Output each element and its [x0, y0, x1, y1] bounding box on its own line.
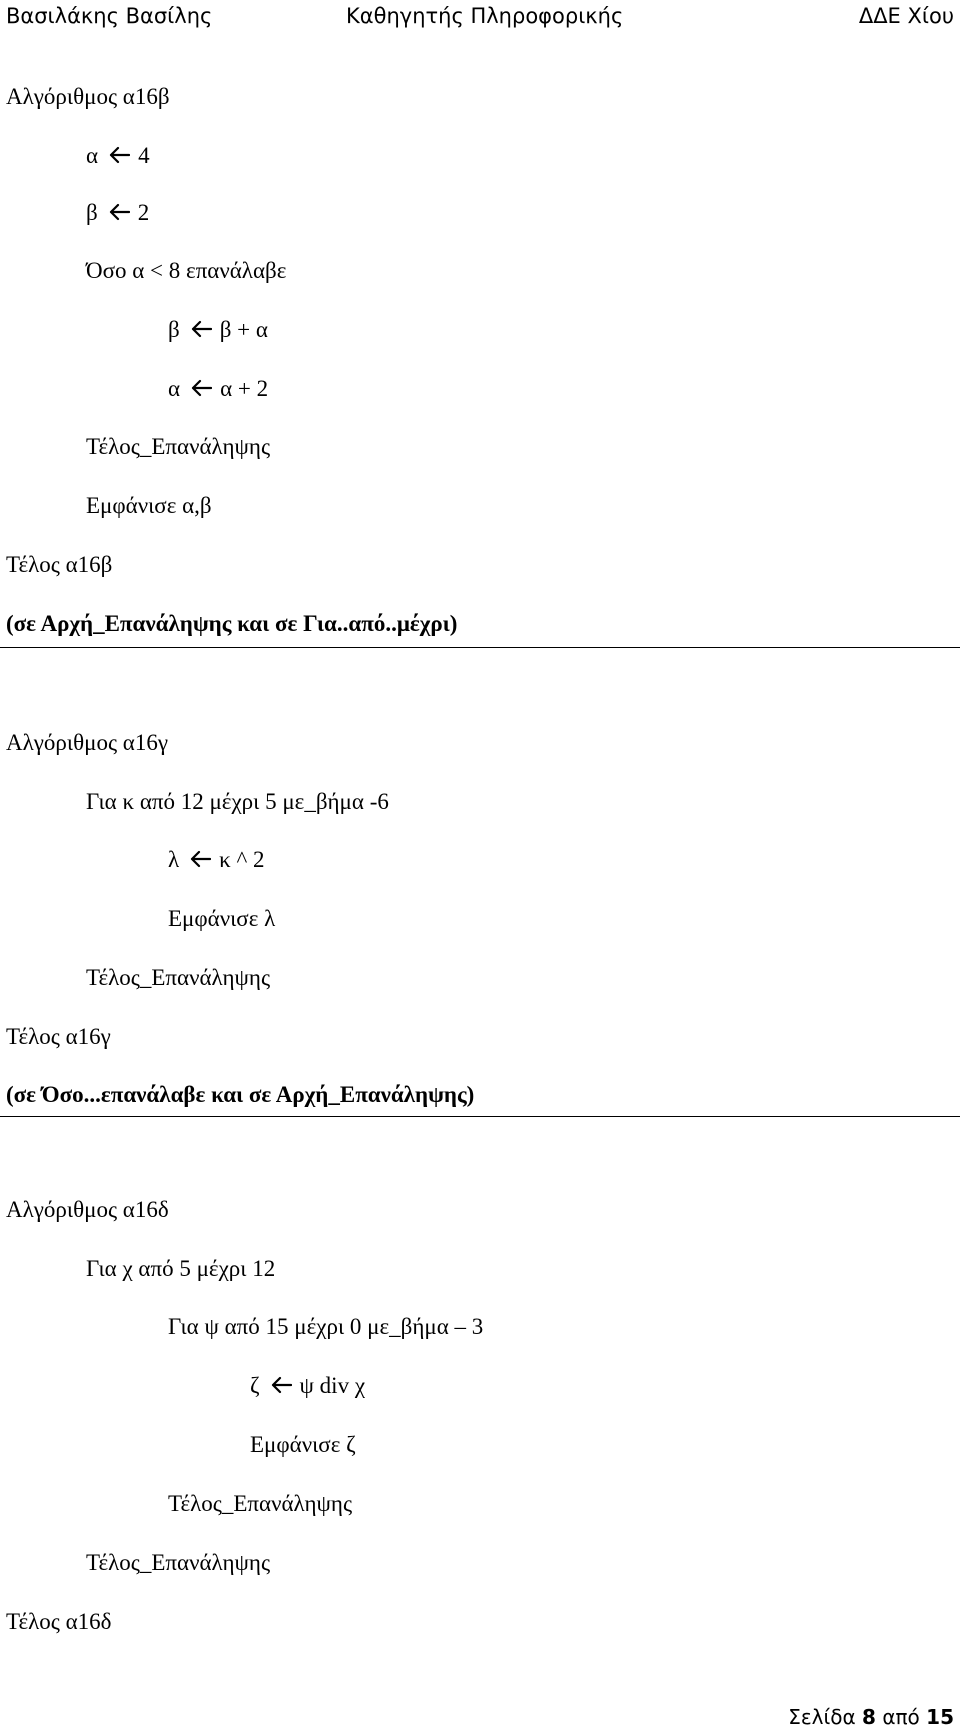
assignment-value: β + α	[219, 317, 268, 342]
rewrite-note: (σε Αρχή_Επανάληψης και σε Για..από..μέχρι)	[6, 611, 458, 636]
left-arrow-icon	[190, 379, 212, 397]
assignment-value: 2	[137, 200, 150, 225]
section-divider	[0, 1116, 960, 1117]
assignment-line	[168, 374, 268, 404]
algorithm-end: Τέλος α16γ	[6, 1024, 111, 1049]
algorithm-title: Αλγόριθμος α16δ	[6, 1197, 169, 1222]
of-word: από	[882, 1705, 920, 1729]
output-statement: Εμφάνισε ζ	[250, 1432, 356, 1457]
left-arrow-icon	[190, 320, 212, 338]
header-school: ΔΔΕ Χίου	[858, 4, 954, 28]
assignment-value: ψ div χ	[299, 1373, 366, 1398]
algorithm-end: Τέλος α16δ	[6, 1609, 112, 1634]
assignment-target: ζ	[250, 1373, 260, 1398]
assignment-line	[86, 141, 150, 171]
assignment-line	[250, 1371, 365, 1401]
assignment-line	[86, 198, 149, 228]
loop-end: Τέλος_Επανάληψης	[86, 965, 271, 990]
assignment-value: α + 2	[220, 376, 269, 401]
assignment-target: α	[86, 143, 99, 168]
left-arrow-icon	[108, 203, 130, 221]
page-footer	[788, 1703, 954, 1731]
rewrite-note: (σε Όσο...επανάλαβε και σε Αρχή_Επανάληψης)	[6, 1082, 475, 1107]
left-arrow-icon	[270, 1376, 292, 1394]
loop-end: Τέλος_Επανάληψης	[86, 1550, 271, 1575]
header-author: Βασιλάκης Βασίλης	[6, 4, 213, 28]
loop-head: Για κ από 12 μέχρι 5 με_βήμα -6	[86, 789, 389, 814]
assignment-line	[168, 315, 268, 345]
page-total: 15	[926, 1705, 954, 1729]
section-divider	[0, 647, 960, 648]
page-word: Σελίδα	[788, 1705, 856, 1729]
header-role: Καθηγητής Πληροφορικής	[346, 4, 624, 28]
left-arrow-icon	[189, 850, 211, 868]
assignment-target: λ	[168, 847, 180, 872]
assignment-target: α	[168, 376, 181, 401]
assignment-value: κ ^ 2	[219, 847, 265, 872]
algorithm-end: Τέλος α16β	[6, 552, 113, 577]
left-arrow-icon	[108, 146, 130, 164]
loop-head: Για ψ από 15 μέχρι 0 με_βήμα – 3	[168, 1314, 484, 1339]
assignment-target: β	[168, 317, 180, 342]
algorithm-title: Αλγόριθμος α16γ	[6, 730, 169, 755]
algorithm-title: Αλγόριθμος α16β	[6, 84, 170, 109]
output-statement: Εμφάνισε λ	[168, 906, 276, 931]
loop-end: Τέλος_Επανάληψης	[168, 1491, 353, 1516]
page-header	[0, 0, 960, 32]
assignment-line	[168, 845, 265, 875]
loop-head: Όσο α < 8 επανάλαβε	[86, 258, 287, 283]
loop-head: Για χ από 5 μέχρι 12	[86, 1256, 276, 1281]
page-current: 8	[862, 1705, 876, 1729]
output-statement: Εμφάνισε α,β	[86, 493, 212, 518]
loop-end: Τέλος_Επανάληψης	[86, 434, 271, 459]
assignment-target: β	[86, 200, 98, 225]
assignment-value: 4	[138, 143, 150, 168]
